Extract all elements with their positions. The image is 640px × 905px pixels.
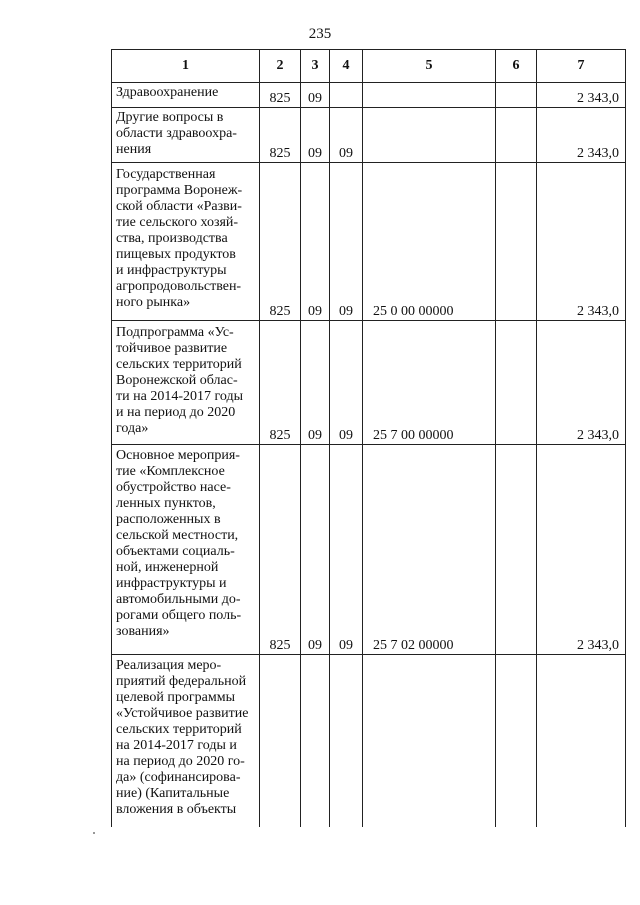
cell-ministry-code: 825 bbox=[260, 445, 301, 655]
table-row bbox=[112, 83, 626, 108]
scan-speck bbox=[93, 832, 95, 834]
cell-amount: 2 343,0 bbox=[537, 321, 626, 445]
cell-subsection: 09 bbox=[330, 321, 363, 445]
cell-expense-type bbox=[496, 108, 537, 163]
row-description: Государственная программа Воронеж- ской области «Разви- тие сельского хозяй- ства, производства пищевых продуктов и инфраструктуры агропродовольствен- ного рынка» bbox=[112, 163, 260, 321]
cell-expense-type bbox=[496, 445, 537, 655]
cell-ministry-code: 825 bbox=[260, 163, 301, 321]
page-number: 235 bbox=[308, 26, 332, 42]
cell-section: 09 bbox=[301, 83, 330, 108]
cell-amount: 2 343,0 bbox=[537, 108, 626, 163]
cell-expense-type bbox=[496, 655, 537, 827]
cell-expense-type bbox=[496, 321, 537, 445]
cell-target-article bbox=[363, 108, 496, 163]
column-header: 4 bbox=[330, 50, 363, 83]
column-header: 7 bbox=[537, 50, 626, 83]
cell-target-article: 25 7 02 00000 bbox=[363, 445, 496, 655]
cell-subsection bbox=[330, 83, 363, 108]
cell-target-article bbox=[363, 655, 496, 827]
cell-section bbox=[301, 655, 330, 827]
cell-section: 09 bbox=[301, 108, 330, 163]
cell-target-article: 25 7 00 00000 bbox=[363, 321, 496, 445]
table-row bbox=[112, 108, 626, 163]
cell-section: 09 bbox=[301, 163, 330, 321]
row-description: Основное мероприя- тие «Комплексное обустройство насе- ленных пунктов, расположенных в сельской местности, объектами социаль- ной, инженерной инфраструктуры и автомобильными до- рогами общего поль- зования» bbox=[112, 445, 260, 655]
cell-amount: 2 343,0 bbox=[537, 83, 626, 108]
cell-ministry-code bbox=[260, 655, 301, 827]
table-row bbox=[112, 655, 626, 827]
column-header: 3 bbox=[301, 50, 330, 83]
cell-section: 09 bbox=[301, 321, 330, 445]
cell-subsection: 09 bbox=[330, 108, 363, 163]
cell-subsection: 09 bbox=[330, 163, 363, 321]
table-row bbox=[112, 445, 626, 655]
cell-target-article bbox=[363, 83, 496, 108]
column-header: 1 bbox=[112, 50, 260, 83]
column-header: 2 bbox=[260, 50, 301, 83]
row-description: Реализация меро- приятий федеральной целевой программы «Устойчивое развитие сельских территорий на 2014-2017 годы и на период до 2020 го- да» (софинансирова- ние) (Капитальные вложения в объекты bbox=[112, 655, 260, 827]
cell-target-article: 25 0 00 00000 bbox=[363, 163, 496, 321]
row-description: Здравоохранение bbox=[112, 83, 260, 108]
cell-subsection bbox=[330, 655, 363, 827]
cell-subsection: 09 bbox=[330, 445, 363, 655]
cell-amount: 2 343,0 bbox=[537, 163, 626, 321]
cell-expense-type bbox=[496, 83, 537, 108]
table-row bbox=[112, 321, 626, 445]
row-description: Другие вопросы в области здравоохра- нения bbox=[112, 108, 260, 163]
table-header-row bbox=[112, 50, 626, 83]
budget-table bbox=[111, 49, 626, 827]
column-header: 6 bbox=[496, 50, 537, 83]
cell-ministry-code: 825 bbox=[260, 83, 301, 108]
cell-expense-type bbox=[496, 163, 537, 321]
cell-amount bbox=[537, 655, 626, 827]
row-description: Подпрограмма «Ус- тойчивое развитие сельских территорий Воронежской облас- ти на 2014-2017 годы и на период до 2020 года» bbox=[112, 321, 260, 445]
cell-ministry-code: 825 bbox=[260, 321, 301, 445]
cell-amount: 2 343,0 bbox=[537, 445, 626, 655]
cell-section: 09 bbox=[301, 445, 330, 655]
cell-ministry-code: 825 bbox=[260, 108, 301, 163]
column-header: 5 bbox=[363, 50, 496, 83]
table-row bbox=[112, 163, 626, 321]
